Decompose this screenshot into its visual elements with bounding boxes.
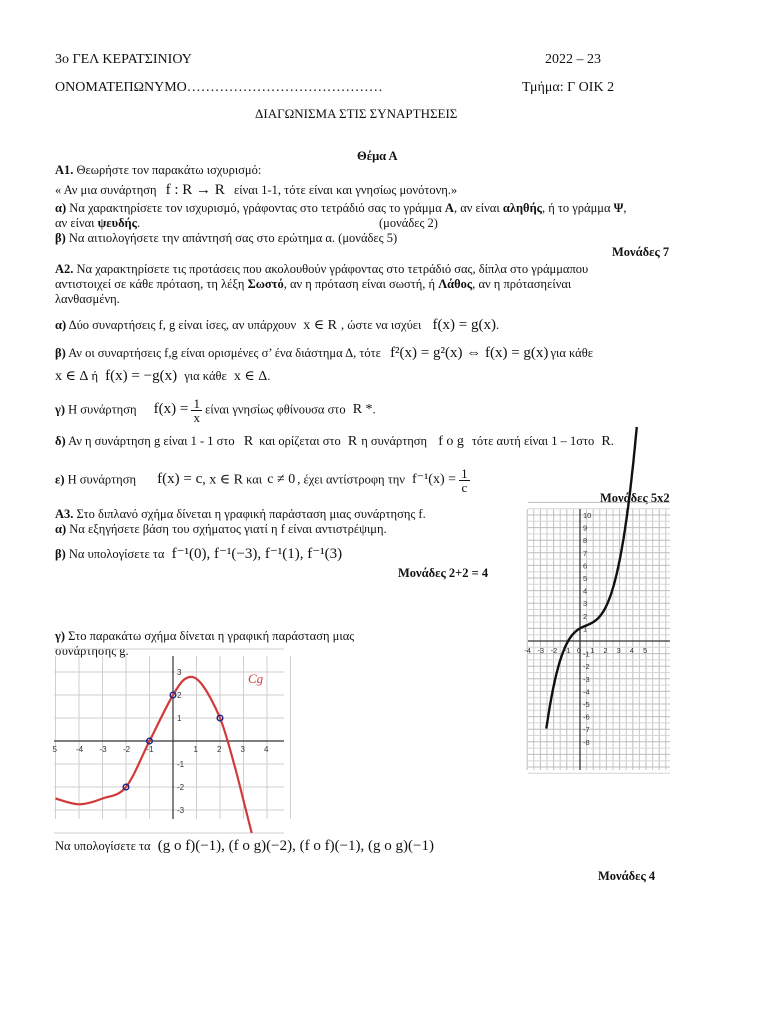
- section-title: Θέμα Α: [357, 149, 398, 163]
- fraction-one-over-c: $\frac{1}{c}$: [461, 466, 468, 495]
- graph-f-grid: [527, 502, 670, 773]
- y-tick-label: 7: [583, 548, 588, 558]
- a3-gamma: γ) Στο παρακάτω σχήμα δίνεται η γραφική παράσταση μιας: [55, 629, 355, 643]
- x-tick-label: -3: [537, 646, 545, 655]
- x-tick-label: 4: [264, 745, 269, 754]
- y-tick-label: -4: [583, 687, 590, 697]
- a1-marks: Μονάδες 7: [612, 245, 670, 259]
- a1-question-a-line2: αν είναι ψευδής.: [55, 216, 141, 230]
- y-tick-label: 3: [583, 599, 588, 609]
- final-marks: Μονάδες 4: [598, 869, 656, 883]
- a3-intro: Α3. Στο διπλανό σχήμα δίνεται η γραφική παράσταση μιας συνάρτησης f.: [55, 507, 426, 521]
- math-f-r-to-r: f : R → R: [165, 182, 225, 198]
- a1-claim: « Αν μια συνάρτηση f : R → R είναι 1-1, τότε είναι και γνησίως μονότονη.»: [55, 182, 458, 198]
- y-tick-label: 5: [583, 574, 588, 583]
- y-tick-label: 4: [583, 586, 588, 596]
- a2-delta: δ) Αν η συνάρτηση g είναι 1 - 1 στο R και ορίζεται στο R η συνάρτηση f o g τότε αυτή είναι 1 – 1στο R.: [55, 434, 614, 449]
- a2-beta: β) Αν οι συναρτήσεις f,g είναι ορισμένες σ’ ένα διάστημα Δ, τότε f²(x) = g²(x) ⇔ f(x) = g(x) για κάθε: [55, 345, 593, 361]
- x-tick-label: -2: [123, 745, 131, 754]
- x-tick-label: 2: [217, 745, 222, 754]
- class-label: Τμήμα: Γ ΟΙΚ 2: [522, 80, 615, 95]
- x-tick-label: 3: [240, 745, 245, 754]
- y-tick-label: -5: [583, 700, 590, 709]
- y-tick-label: 1: [177, 714, 182, 723]
- school-year: 2022 – 23: [545, 52, 601, 67]
- graph-g: [54, 656, 284, 819]
- x-tick-label: -4: [524, 646, 531, 655]
- x-tick-label: -3: [99, 745, 107, 754]
- x-tick-label: 3: [616, 646, 621, 655]
- fraction-one-over-x: $\frac{1}{x}$: [193, 396, 200, 425]
- a3-gamma-line2: συνάρτησης g.: [55, 644, 129, 658]
- y-tick-label: 2: [583, 611, 588, 621]
- graph-g-curve-label: Cg: [248, 671, 264, 686]
- a1-intro: Α1. Θεωρήστε τον παρακάτω ισχυρισμό:: [55, 163, 262, 177]
- exam-title: ΔΙΑΓΩΝΙΣΜΑ ΣΤΙΣ ΣΥΝΑΡΤΗΣΕΙΣ: [255, 106, 458, 121]
- x-tick-label: 1: [193, 745, 198, 754]
- a2-intro-line3: λανθασμένη.: [55, 292, 120, 306]
- x-tick-label: -2: [550, 646, 558, 655]
- x-tick-label: 5: [52, 745, 57, 754]
- x-tick-label: 0: [577, 646, 582, 655]
- y-tick-label: 9: [583, 523, 588, 533]
- y-tick-label: -6: [583, 712, 590, 722]
- y-tick-label: -2: [177, 783, 185, 792]
- a1-points-a: (μονάδες 2): [379, 216, 438, 230]
- x-tick-label: 4: [629, 646, 634, 655]
- y-tick-label: 3: [177, 668, 182, 677]
- a3-marks: Μονάδες 2+2 = 4: [398, 566, 489, 580]
- y-tick-label: 1: [583, 624, 588, 634]
- compute-compositions: Να υπολογίσετε τα (g o f)(−1), (f o g)(−2), (f o f)(−1), (g o g)(−1): [55, 838, 434, 854]
- student-name-line: ΟΝΟΜΑΤΕΠΩΝΥΜΟ……………………………………: [55, 80, 383, 95]
- a2-beta-line2: x ∈ Δ ή f(x) = −g(x) για κάθε x ∈ Δ.: [55, 368, 271, 384]
- a2-epsilon: ε) Η συνάρτηση f(x) = c, x ∈ R και c ≠ 0 , έχει αντίστροφη την f⁻¹(x) = $\frac{1}{c}$: [55, 466, 468, 495]
- a1-question-a: α) Να χαρακτηρίσετε τον ισχυρισμό, γράφοντας στο τετράδιό σας το γράμμα Α, αν είναι αληθής, ή το γράμμα Ψ,: [55, 201, 627, 215]
- y-tick-label: -7: [583, 725, 590, 735]
- y-tick-label: -1: [177, 760, 185, 769]
- x-tick-label: 2: [603, 646, 608, 655]
- a1-question-b: β) Να αιτιολογήσετε την απάντησή σας στο ερώτημα α. (μονάδες 5): [55, 231, 398, 245]
- a2-intro-line2: αντιστοιχεί σε κάθε πρόταση, τη λέξη Σωστό, αν η πρόταση είναι σωστή, ή Λάθος, αν η πρότασηείναι: [55, 277, 572, 291]
- y-tick-label: 8: [583, 536, 588, 546]
- y-tick-label: -2: [583, 662, 590, 672]
- y-tick-label: -3: [177, 806, 185, 815]
- x-tick-label: -1: [146, 745, 154, 754]
- y-tick-label: 6: [583, 561, 588, 571]
- x-tick-label: -4: [76, 745, 84, 754]
- graph-f: [524, 509, 670, 770]
- graph-f-axes: [528, 509, 670, 770]
- x-tick-label: 1: [590, 646, 595, 655]
- y-tick-label: -8: [583, 737, 590, 747]
- school-name: 3ο ΓΕΛ ΚΕΡΑΤΣΙΝΙΟΥ: [55, 52, 192, 67]
- a3-beta: β) Να υπολογίσετε τα f⁻¹(0), f⁻¹(−3), f⁻¹(1), f⁻¹(3): [55, 546, 343, 562]
- a2-intro-line1: Α2. Να χαρακτηρίσετε τις προτάσεις που ακολουθούν γράφοντας στο τετράδιό σας, δίπλα στο γράμμαπου: [55, 262, 589, 276]
- y-tick-label: -3: [583, 674, 590, 684]
- a2-gamma: γ) Η συνάρτηση f(x) = $\frac{1}{x}$ είναι γνησίως φθίνουσα στο R *.: [55, 396, 376, 425]
- y-tick-label: 10: [583, 511, 592, 520]
- x-tick-label: -1: [563, 646, 571, 655]
- a2-alpha: α) Δύο συναρτήσεις f, g είναι ίσες, αν υπάρχουν x ∈ R , ώστε να ισχύει f(x) = g(x).: [55, 317, 500, 333]
- graph-g-x-ticks: [53, 745, 270, 754]
- y-tick-label: -1: [583, 649, 590, 659]
- y-tick-label: 2: [177, 691, 182, 700]
- a3-alpha: α) Να εξηγήσετε βάση του σχήματος γιατί η f είναι αντιστρέψιμη.: [55, 522, 387, 536]
- x-tick-label: 5: [643, 646, 648, 655]
- a2-marks: Μονάδες 5x2: [600, 491, 670, 505]
